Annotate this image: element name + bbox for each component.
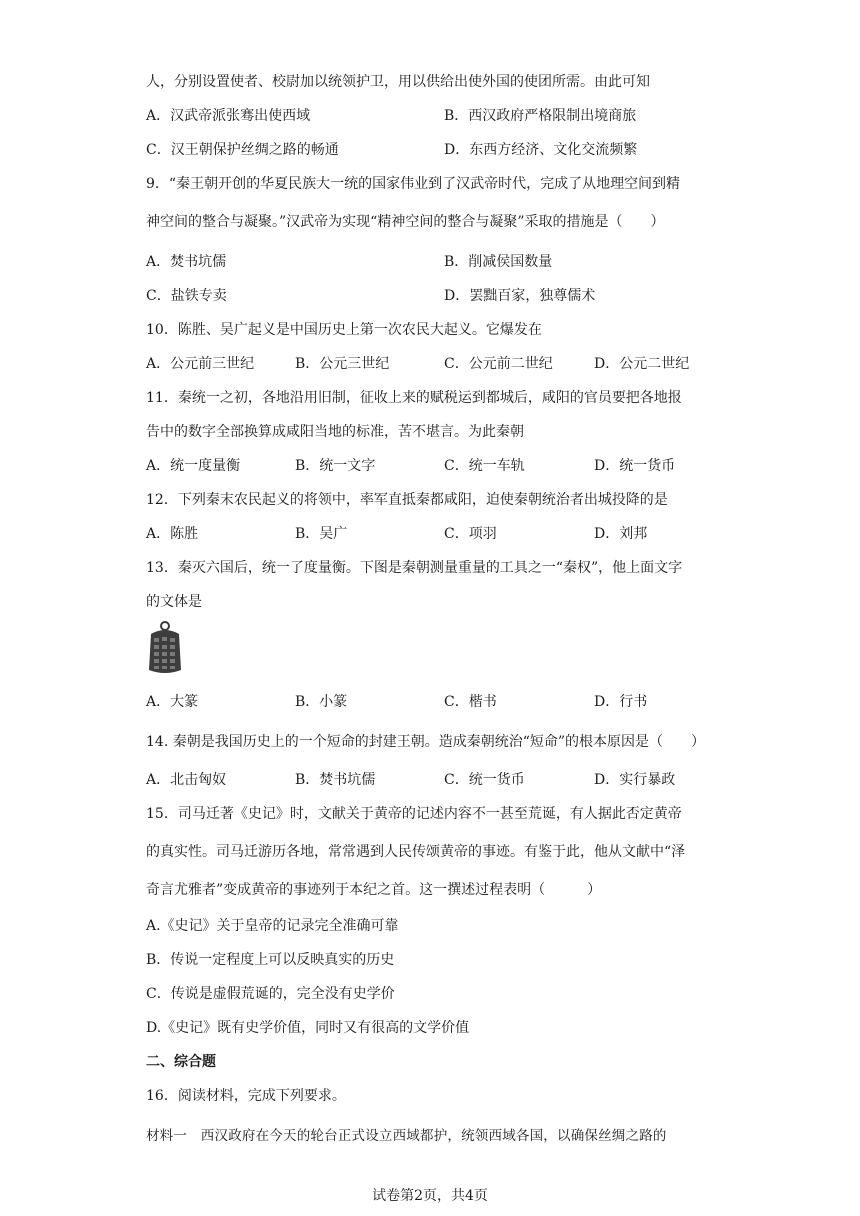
q15-option-c: C．传说是虚假荒诞的，完全没有史学价: [146, 986, 395, 1002]
q11-option-c: C．统一车轨: [444, 458, 525, 474]
q15-stem-3: 奇言尤雅者”变成黄帝的事迹列于本纪之首。这一撰述过程表明（ ）: [146, 882, 602, 898]
q11-option-b: B．统一文字: [295, 458, 376, 474]
q11-stem-1: 11．秦统一之初，各地沿用旧制，征收上来的赋税运到都城后，咸阳的官员要把各地报: [146, 390, 682, 406]
q12-option-a: A．陈胜: [146, 526, 199, 542]
q13-option-c: C．楷书: [444, 694, 497, 710]
q10-option-d: D．公元二世纪: [594, 356, 690, 372]
material-one: 材料一 西汉政府在今天的轮台正式设立西域都护，统领西域各国，以确保丝绸之路的: [146, 1128, 667, 1144]
q12-stem: 12．下列秦末农民起义的将领中，率军直抵秦都咸阳，迫使秦朝统治者出城投降的是: [146, 492, 668, 508]
q13-option-b: B．小篆: [295, 694, 348, 710]
q9-option-a: A．焚书坑儒: [146, 254, 227, 270]
q15-option-a: A.《史记》关于皇帝的记录完全准确可靠: [146, 918, 399, 934]
q11-stem-2: 告中的数字全部换算成咸阳当地的标准，苦不堪言。为此秦朝: [146, 424, 524, 440]
q14-option-d: D．实行暴政: [594, 772, 676, 788]
q12-option-d: D．刘邦: [594, 526, 648, 542]
q13-option-a: A．大篆: [146, 694, 199, 710]
q10-option-b: B．公元三世纪: [295, 356, 390, 372]
q14-stem: 14. 秦朝是我国历史上的一个短命的封建王朝。造成秦朝统治“短命”的根本原因是（ ）: [146, 734, 706, 750]
q8-stem-tail: 人，分别设置使者、校尉加以统领护卫，用以供给出使外国的使团所需。由此可知: [146, 74, 650, 90]
q8-option-d: D．东西方经济、文化交流频繁: [444, 142, 638, 158]
q14-option-c: C．统一货币: [444, 772, 525, 788]
q9-option-b: B．削减侯国数量: [444, 254, 553, 270]
q15-stem-1: 15．司马迁著《史记》时，文献关于黄帝的记述内容不一甚至荒诞，有人据此否定黄帝: [146, 806, 682, 822]
q11-option-a: A．统一度量衡: [146, 458, 241, 474]
q16-stem: 16．阅读材料，完成下列要求。: [146, 1088, 346, 1104]
q15-option-d: D.《史记》既有史学价值，同时又有很高的文学价值: [146, 1020, 470, 1036]
q10-stem: 10．陈胜、吴广起义是中国历史上第一次农民大起义。它爆发在: [146, 322, 542, 338]
q13-stem-1: 13．秦灭六国后，统一了度量衡。下图是秦朝测量重量的工具之一“秦权”，他上面文字: [146, 560, 683, 576]
q10-option-c: C．公元前二世纪: [444, 356, 553, 372]
q8-option-a: A．汉武帝派张骞出使西域: [146, 108, 311, 124]
q8-option-b: B．西汉政府严格限制出境商旅: [444, 108, 637, 124]
q15-option-b: B．传说一定程度上可以反映真实的历史: [146, 952, 395, 968]
q12-option-b: B．吴广: [295, 526, 348, 542]
q9-stem-1: 9．“秦王朝开创的华夏民族大一统的国家伟业到了汉武帝时代，完成了从地理空间到精: [146, 176, 681, 192]
q13-stem-2: 的文体是: [146, 594, 202, 610]
q11-option-d: D．统一货币: [594, 458, 676, 474]
q9-stem-2: 神空间的整合与凝聚。”汉武帝为实现“精神空间的整合与凝聚”采取的措施是（ ）: [146, 214, 665, 230]
q9-option-c: C．盐铁专卖: [146, 288, 227, 304]
q14-option-a: A．北击匈奴: [146, 772, 227, 788]
q13-option-d: D．行书: [594, 694, 648, 710]
q8-option-c: C．汉王朝保护丝绸之路的畅通: [146, 142, 339, 158]
page-footer: 试卷第2页，共4页: [372, 1188, 488, 1204]
q15-stem-2: 的真实性。司马迁游历各地，常常遇到人民传颂黄帝的事迹。有鉴于此，他从文献中“泽: [146, 844, 686, 860]
q9-option-d: D．罢黜百家，独尊儒术: [444, 288, 596, 304]
qin-weight-image: [146, 620, 184, 676]
q10-option-a: A．公元前三世纪: [146, 356, 255, 372]
q12-option-c: C．项羽: [444, 526, 497, 542]
q14-option-b: B．焚书坑儒: [295, 772, 376, 788]
section-heading: 二、综合题: [146, 1054, 216, 1070]
